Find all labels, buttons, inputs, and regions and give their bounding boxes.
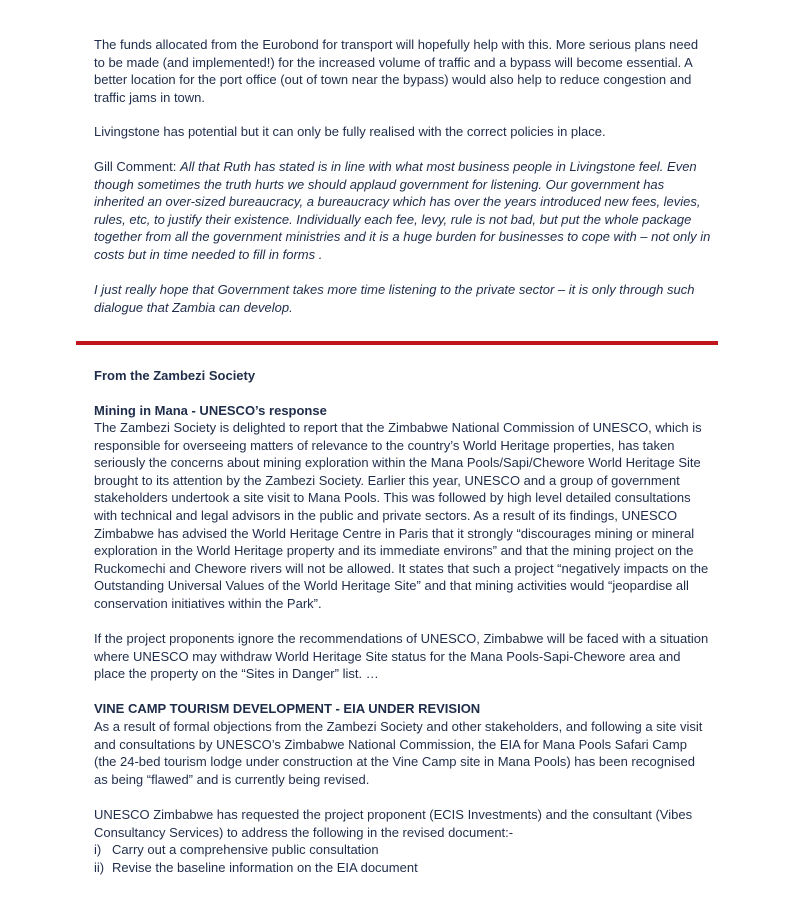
vine-paragraph-1: As a result of formal objections from the Zambezi Society and other stakeholders, and following a site visit and consultations by UNESCO’s Zimbabwe National Commission, the EIA for Mana Pools Safari Camp (the 24-bed tourism lodge under construction at the Vine Camp site in Mana Pools) has been recognised as being “flawed” and is currently being revised. (94, 719, 703, 787)
list-item-text: Carry out a comprehensive public consultation (112, 842, 379, 857)
mining-paragraph-1: The Zambezi Society is delighted to report that the Zimbabwe National Commission of UNESCO, which is responsible for overseeing matters of relevance to the country’s World Heritage properties, has taken seriously the concerns about mining exploration within the Mana Pools/Sapi/Chewore World Heritage Site brought to its attention by the Zambezi Society. Earlier this year, UNESCO and a group of government stakeholders undertook a site visit to Mana Pools. This was followed by high level detailed consultations with technical and legal advisors in the public and private sectors. As a result of its findings, UNESCO Zimbabwe has advised the World Heritage Centre in Paris that it strongly “discourages mining or mineral exploration in the World Heritage property and its immediate environs” and that the mining project on the Ruckomechi and Chewore rivers will not be allowed. It states that such a project “negatively impacts on the Outstanding Universal Values of the World Heritage Site” and that mining activities would “jeopardise all conservation initiatives within the Park”. (94, 420, 709, 611)
comment-label: Gill Comment: (94, 159, 177, 174)
comment-closing-paragraph: I just really hope that Government takes more time listening to the private sector – it is only through such dialogue that Zambia can develop. (94, 282, 695, 315)
list-item (94, 859, 712, 877)
list-item (94, 841, 712, 859)
mining-paragraph-2: If the project proponents ignore the recommendations of UNESCO, Zimbabwe will be faced with a situation where UNESCO may withdraw World Heritage Site status for the Mana Pools-Sapi-Chewore area and place the property on the “Sites in Danger” list. … (94, 631, 709, 682)
vine-paragraph-2: UNESCO Zimbabwe has requested the project proponent (ECIS Investments) and the consultant (Vibes Consultancy Services) to address the following in the revised document:- (94, 807, 693, 840)
vine-camp-heading: VINE CAMP TOURISM DEVELOPMENT - EIA UNDER REVISION (94, 701, 481, 716)
mining-heading: Mining in Mana - UNESCO’s response (94, 403, 327, 418)
list-item-number: i) (94, 842, 102, 857)
intro-paragraph-1: The funds allocated from the Eurobond for transport will hopefully help with this. More serious plans need to be made (and implemented!) for the increased volume of traffic and a bypass will become essential. A better location for the port office (out of town near the bypass) would also help to reduce congestion and traffic jams in town. (94, 37, 699, 105)
requirements-list (94, 841, 712, 876)
section-divider (76, 341, 718, 345)
comment-text: All that Ruth has stated is in line with what most business people in Livingstone feel. Even though sometimes the truth hurts we should applaud government for listening. Our government has inherited an over-sized bureaucracy, a bureaucracy which has over the years introduced new fees, levies, rules, etc, to justify their existence. Individually each fee, levy, rule is not bad, but put the whole package together from all the government ministries and it is a huge burden for businesses to cope with – not only in costs but in time needed to fill in forms . (94, 159, 711, 262)
gill-comment-paragraph (94, 158, 712, 264)
list-item-text: Revise the baseline information on the EIA document (112, 859, 418, 875)
section-title: From the Zambezi Society (94, 368, 256, 383)
list-item-number: ii) (94, 859, 105, 875)
intro-paragraph-2: Livingstone has potential but it can only be fully realised with the correct policies in place. (94, 124, 606, 139)
